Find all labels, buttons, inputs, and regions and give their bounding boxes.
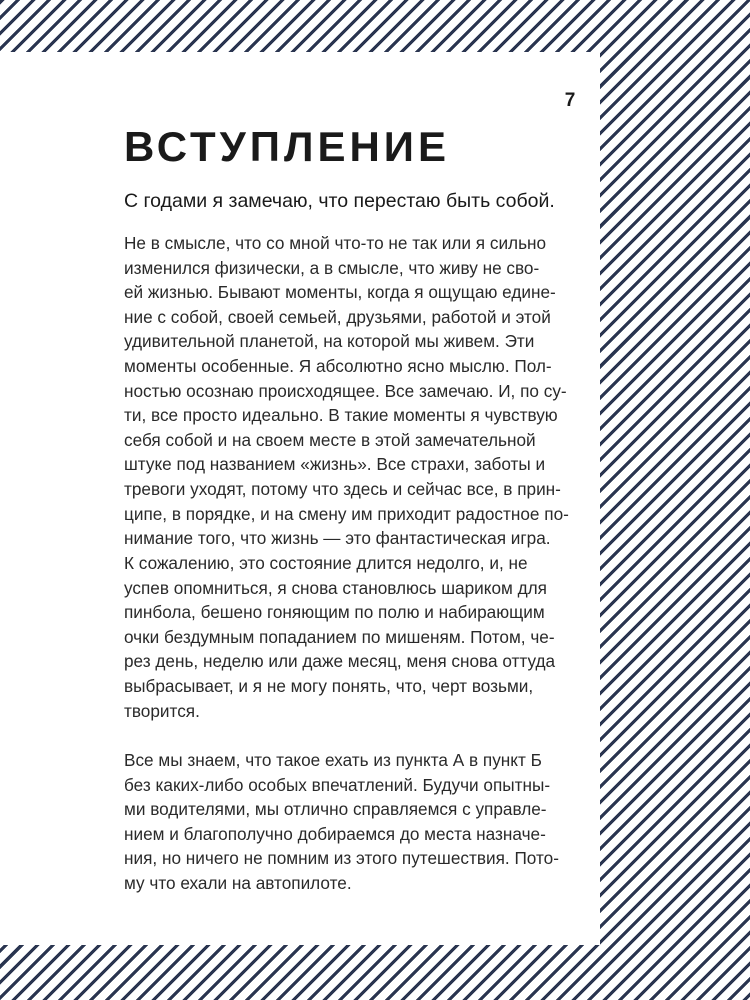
lead-sentence: С годами я замечаю, что перестаю быть собой. (124, 190, 555, 212)
text-line: без каких-либо особых впечатлений. Будучи опытны- (124, 774, 551, 795)
text-line: ти, все просто идеально. В такие моменты я чувствую (124, 405, 558, 426)
paragraph-1 (124, 231, 569, 551)
text-line: Не в смысле, что со мной что-то не так или я сильно (124, 233, 547, 253)
text-line: удивительной планетой, на которой мы живем. Эти (124, 331, 535, 352)
text-line: ния, но ничего не помним из этого путешествия. Пото- (124, 848, 559, 869)
text-line: штуке под названием «жизнь». Все страхи, заботы и (124, 454, 546, 475)
paragraph-3 (124, 748, 559, 896)
text-line: успев опомниться, я снова становлюсь шариком для (124, 577, 547, 598)
text-line: творится. (124, 700, 200, 721)
text-line: нием и благополучно добираемся до места назначе- (124, 823, 546, 844)
text-line: ципе, в порядке, и на смену им приходит радостное по- (124, 503, 569, 524)
paragraph-2 (124, 551, 555, 723)
text-line: изменился физически, а в смысле, что живу не сво- (124, 257, 540, 278)
text-line: себя собой и на своем месте в этой замечательной (124, 429, 536, 450)
text-line: му что ехали на автопилоте. (124, 872, 352, 893)
text-line: ей жизнью. Бывают моменты, когда я ощущаю едине- (124, 282, 556, 303)
text-line: ми водителями, мы отлично справляемся с управле- (124, 799, 547, 820)
text-line: ностью осознаю происходящее. Все замечаю. И, по су- (124, 380, 567, 401)
text-line: очки бездумным попаданием по мишеням. Потом, че- (124, 626, 555, 647)
text-line: нимание того, что жизнь — это фантастическая игра. (124, 528, 551, 549)
text-line: пинбола, бешено гоняющим по полю и набирающим (124, 602, 545, 623)
text-line: выбрасывает, и я не могу понять, что, черт возьми, (124, 675, 534, 696)
text-line: Все мы знаем, что такое ехать из пункта А в пункт Б (124, 750, 542, 770)
text-line: рез день, неделю или даже месяц, меня снова оттуда (124, 651, 556, 672)
text-line: К сожалению, это состояние длится недолго, и, не (124, 553, 528, 573)
chapter-title: ВСТУПЛЕНИЕ (124, 123, 451, 170)
text-line: моменты особенные. Я абсолютно ясно мыслю. Пол- (124, 355, 552, 376)
page-number: 7 (564, 90, 576, 111)
text-line: ние с собой, своей семьей, друзьями, работой и этой (124, 306, 551, 327)
text-line: тревоги уходят, потому что здесь и сейчас все, в прин- (124, 478, 561, 499)
